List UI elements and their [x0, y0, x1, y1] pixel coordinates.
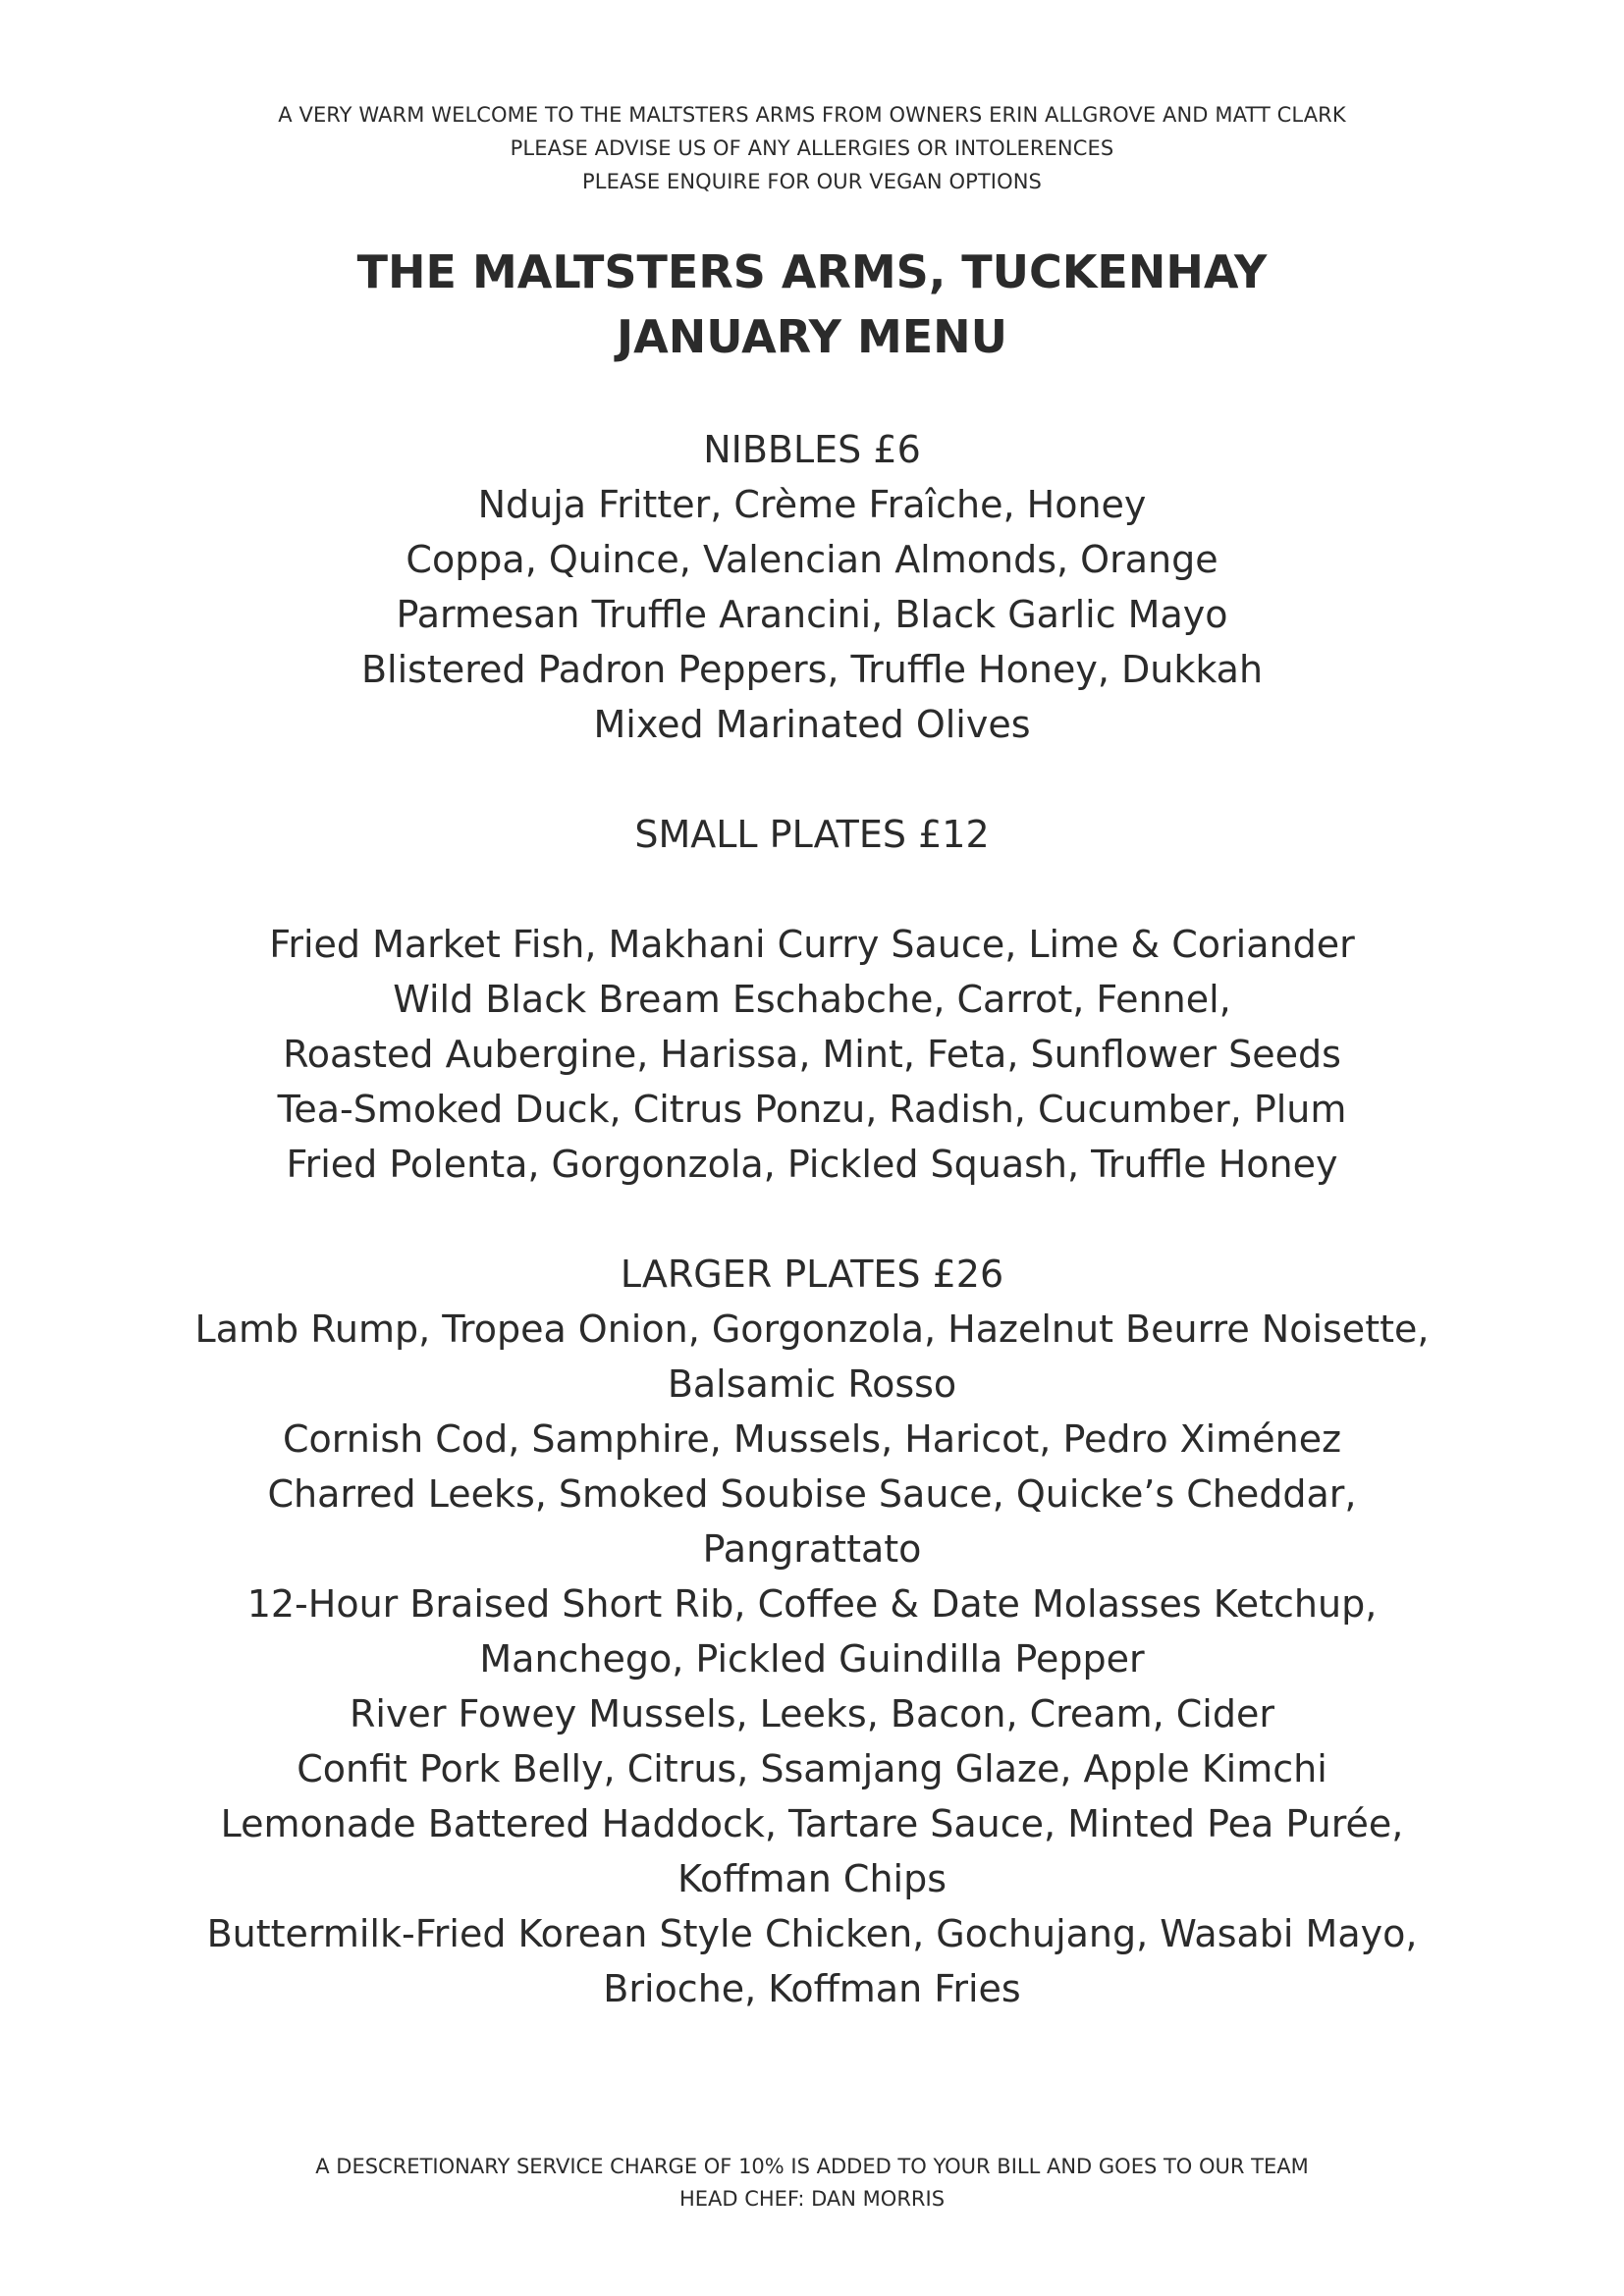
head-chef-credit: HEAD CHEF: DAN MORRIS: [678, 2187, 946, 2211]
menu-footer: [0, 2151, 1624, 2216]
service-charge-notice: A DESCRETIONARY SERVICE CHARGE OF 10% IS ADDED TO YOUR BILL AND GOES TO OUR TEAM: [315, 2155, 1309, 2178]
menu-item-line: Charred Leeks, Smoked Soubise Sauce, Quicke’s Cheddar,: [267, 1472, 1357, 1516]
welcome-notices: [0, 98, 1624, 198]
small-plates-section: [0, 807, 1624, 1192]
menu-item-line: Koffman Chips: [677, 1857, 947, 1900]
menu-item-line: Manchego, Pickled Guindilla Pepper: [479, 1637, 1145, 1681]
menu-item: Fried Market Fish, Makhani Curry Sauce, Lime & Coriander: [269, 923, 1355, 966]
menu-item: Roasted Aubergine, Harissa, Mint, Feta, Sunflower Seeds: [283, 1033, 1341, 1076]
small-plates-heading: SMALL PLATES £12: [634, 813, 990, 856]
menu-month-title: JANUARY MENU: [616, 310, 1008, 363]
pub-name-title: THE MALTSTERS ARMS, TUCKENHAY: [356, 245, 1268, 298]
menu-item-line: Brioche, Koffman Fries: [603, 1967, 1021, 2010]
menu-item-line: Balsamic Rosso: [667, 1362, 957, 1406]
section-spacer: [0, 862, 1624, 917]
menu-item: Fried Polenta, Gorgonzola, Pickled Squash, Truffle Honey: [286, 1143, 1338, 1186]
menu-item: Parmesan Truffle Arancini, Black Garlic Mayo: [396, 593, 1228, 636]
larger-plates-heading: LARGER PLATES £26: [620, 1253, 1004, 1296]
menu-item-line: River Fowey Mussels, Leeks, Bacon, Cream, Cider: [349, 1692, 1274, 1735]
allergy-notice: PLEASE ADVISE US OF ANY ALLERGIES OR INTOLERENCES: [510, 136, 1114, 160]
menu-item: Coppa, Quince, Valencian Almonds, Orange: [406, 538, 1218, 581]
larger-plates-section: [0, 1247, 1624, 2016]
menu-item: Wild Black Bream Eschabche, Carrot, Fennel,: [393, 978, 1231, 1021]
menu-item-line: Lemonade Battered Haddock, Tartare Sauce, Minted Pea Purée,: [220, 1802, 1404, 1845]
menu-item-line: Cornish Cod, Samphire, Mussels, Haricot, Pedro Ximénez: [282, 1417, 1342, 1461]
menu-item-line: Pangrattato: [702, 1527, 922, 1571]
menu-item-line: Buttermilk-Fried Korean Style Chicken, Gochujang, Wasabi Mayo,: [206, 1912, 1418, 1955]
welcome-notice: A VERY WARM WELCOME TO THE MALTSTERS ARMS FROM OWNERS ERIN ALLGROVE AND MATT CLARK: [278, 103, 1346, 127]
menu-item: Nduja Fritter, Crème Fraîche, Honey: [477, 483, 1147, 526]
menu-item: Tea-Smoked Duck, Citrus Ponzu, Radish, Cucumber, Plum: [277, 1088, 1347, 1131]
nibbles-heading: NIBBLES £6: [703, 428, 921, 471]
menu-item: Mixed Marinated Olives: [593, 703, 1031, 746]
vegan-notice: PLEASE ENQUIRE FOR OUR VEGAN OPTIONS: [582, 170, 1042, 193]
menu-item: Blistered Padron Peppers, Truffle Honey, Dukkah: [360, 648, 1264, 691]
nibbles-section: [0, 422, 1624, 752]
menu-item-line: 12-Hour Braised Short Rib, Coffee & Date Molasses Ketchup,: [246, 1582, 1378, 1626]
menu-item-line: Lamb Rump, Tropea Onion, Gorgonzola, Hazelnut Beurre Noisette,: [194, 1308, 1430, 1351]
menu-item-line: Confit Pork Belly, Citrus, Ssamjang Glaze, Apple Kimchi: [297, 1747, 1327, 1790]
menu-title: [0, 240, 1624, 369]
